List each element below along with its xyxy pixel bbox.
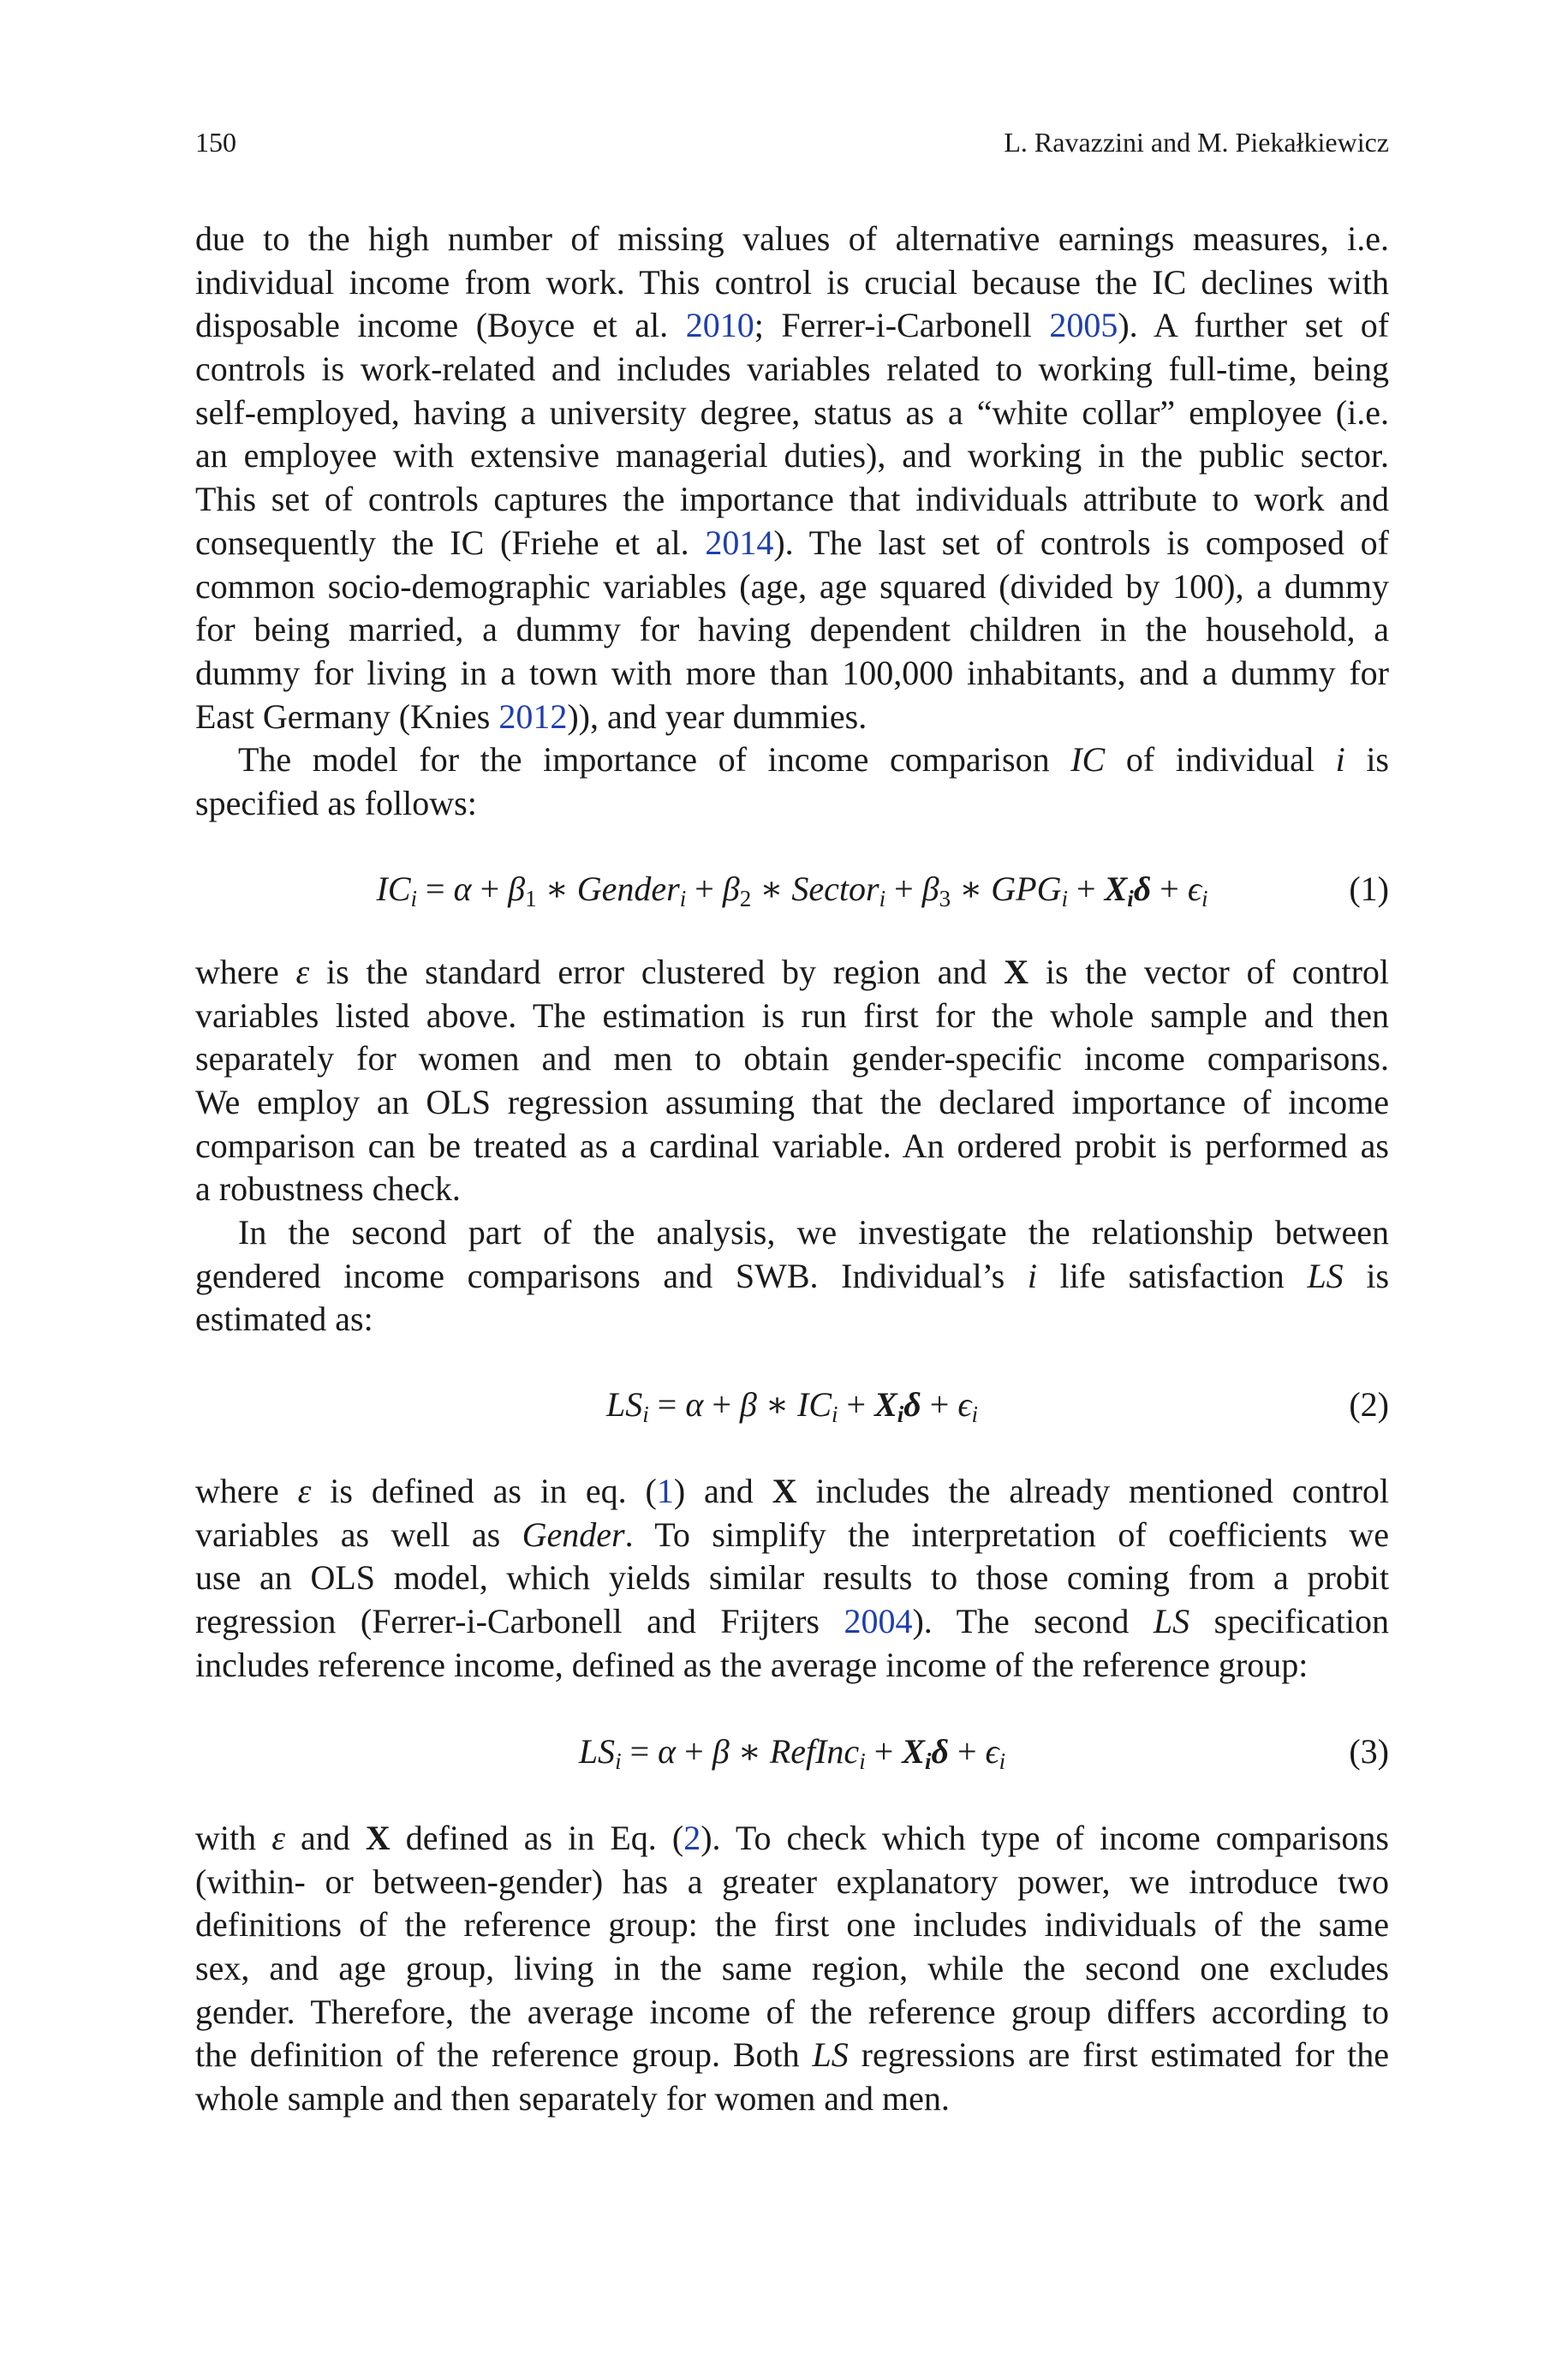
paragraph-controls [195,218,1389,738]
text-line: whole sample and then separately for women and men. [195,2079,950,2118]
text-line: We employ an OLS regression assuming that the declared importance of income [195,1083,1389,1122]
text-line: definitions of the reference group: the first one includes individuals of the same [195,1905,1389,1945]
text-line: regression (Ferrer-i-Carbonell and Frijters 2004). The second LS specification [195,1602,1389,1641]
text-line: individual income from work. This control is crucial because the IC declines with [195,262,1389,302]
paragraph-model-intro [195,738,1389,825]
text-line: self-employed, having a university degree, status as a “white collar” employee (i.e. [195,392,1389,432]
text-line: a robustness check. [195,1169,461,1209]
paragraph-reference-group [195,1817,1389,2121]
text-line: an employee with extensive managerial duties), and working in the public sector. [195,436,1389,475]
equation-1 [195,865,1389,913]
text-line: for being married, a dummy for having dependent children in the household, a [195,610,1389,649]
text-line: East Germany (Knies 2012)), and year dummies. [195,696,867,736]
text-line: gendered income comparisons and SWB. Individual’s i life satisfaction LS is [195,1256,1389,1295]
text-line: disposable income (Boyce et al. 2010; Ferrer-i-Carbonell 2005). A further set of [195,306,1389,345]
text-line: comparison can be treated as a cardinal variable. An ordered probit is performed as [195,1126,1389,1165]
text-line: (within- or between-gender) has a greater explanatory power, we introduce two [195,1861,1389,1901]
text-line: controls is work-related and includes variables related to working full-time, being [195,350,1389,389]
text-line: includes reference income, defined as the average income of the reference group: [195,1645,1309,1684]
equation-3-number: (3) [1349,1732,1389,1771]
equation-link-1[interactable]: 1 [656,1472,674,1510]
text-line: variables listed above. The estimation is run first for the whole sample and then [195,995,1389,1035]
running-head-authors: L. Ravazzini and M. Piekałkiewicz [1004,127,1389,158]
text-line: specified as follows: [195,783,477,822]
citation-link-2010[interactable]: 2010 [685,306,754,345]
text-line: due to the high number of missing values of alternative earnings measures, i.e. [195,219,1389,258]
equation-2-number: (2) [1349,1385,1389,1424]
text-line: The model for the importance of income comparison IC of individual i is [238,740,1389,779]
running-header [195,127,1389,161]
page-number: 150 [195,127,236,158]
citation-link-2012[interactable]: 2012 [498,696,568,736]
text-line: In the second part of the analysis, we investigate the relationship between [238,1213,1389,1252]
equation-link-2[interactable]: 2 [683,1819,701,1857]
text-line: common socio-demographic variables (age, age squared (divided by 100), a dummy [195,566,1389,606]
equation-1-formula: $IC_i = \alpha + \beta_1$ ∗ Gender$_i$ + $\beta_2$ ∗ Sector$_i$ + $\beta_3$ ∗ $GPG_i + X_i\delta + \epsilon_i$ [376,869,1208,911]
equation-3 [195,1728,1389,1776]
text-line: separately for women and men to obtain gender-specific income comparisons. [195,1039,1389,1078]
equation-1-number: (1) [1349,869,1389,908]
text-line: use an OLS model, which yields similar results to those coming from a probit [195,1558,1389,1598]
text-line: where ε is defined as in eq. (1) and X includes the already mentioned control [195,1472,1389,1510]
paragraph-estimation [195,951,1389,1211]
equation-2 [195,1381,1389,1429]
text-line: where ε is the standard error clustered by region and X is the vector of control [195,953,1389,991]
equation-2-formula: $LS_i = \alpha + \beta$ ∗ $IC_i + X_i\delta + \epsilon_i$ [606,1385,978,1427]
text-line: dummy for living in a town with more than 100,000 inhabitants, and a dummy for [195,653,1389,692]
text-line: estimated as: [195,1300,373,1339]
citation-link-2014[interactable]: 2014 [705,523,774,562]
text-line: This set of controls captures the importance that individuals attribute to work and [195,480,1389,519]
text-line: gender. Therefore, the average income of the reference group differs according to [195,1992,1389,2031]
text-line: consequently the IC (Friehe et al. 2014). The last set of controls is composed of [195,523,1389,562]
paragraph-swb [195,1211,1389,1341]
citation-link-2004[interactable]: 2004 [844,1602,913,1641]
paragraph-ls-spec [195,1470,1389,1687]
citation-link-2005[interactable]: 2005 [1049,306,1118,345]
text-line: with ε and X defined as in Eq. (2). To check which type of income comparisons [195,1819,1389,1857]
equation-3-formula: $LS_i = \alpha + \beta$ ∗ RefInc$_i$ + $X_i\delta + \epsilon_i$ [578,1732,1006,1774]
text-line: variables as well as Gender. To simplify the interpretation of coefficients we [195,1515,1389,1554]
text-line: the definition of the reference group. Both LS regressions are first estimated for the [195,2035,1389,2075]
text-line: sex, and age group, living in the same region, while the second one excludes [195,1949,1389,1988]
